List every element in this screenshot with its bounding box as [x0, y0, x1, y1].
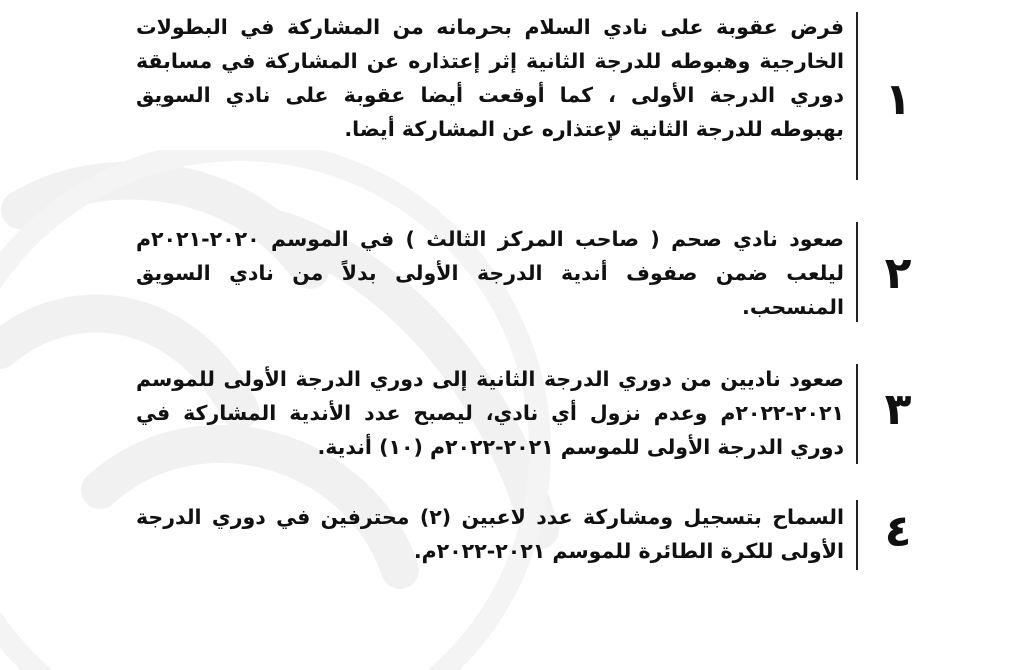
divider — [856, 364, 858, 464]
item-number: ٢ — [884, 248, 912, 299]
item-text: فرض عقوبة على نادي السلام بحرمانه من المشاركة في البطولات الخارجية وهبوطه للدرجة الثانية إثر إعتذاره عن المشاركة في مسابقة دوري الدرجة الأولى ، كما أوقعت أيضا عقوبة على نادي السويق بهبوطه للدرجة الثانية لإعتذاره عن المشاركة أيضا. — [136, 15, 844, 141]
item-number: ٣ — [884, 384, 912, 435]
divider — [856, 12, 858, 180]
item-text: السماح بتسجيل ومشاركة عدد لاعبين (٢) محترفين في دوري الدرجة الأولى للكرة الطائرة للموسم ٢٠٢١-٢٠٢٢م. — [136, 505, 844, 563]
item-text: صعود نادي صحم ( صاحب المركز الثالث ) في الموسم ٢٠٢٠-٢٠٢١م ليلعب ضمن صفوف أندية الدرجة الأولى بدلاً من نادي السويق المنسحب. — [136, 227, 844, 319]
divider — [856, 222, 858, 322]
item-number: ٤ — [884, 506, 912, 557]
divider — [856, 500, 858, 570]
item-number: ١ — [884, 74, 912, 125]
item-text: صعود ناديين من دوري الدرجة الثانية إلى دوري الدرجة الأولى للموسم ٢٠٢١-٢٠٢٢م وعدم نزول أي نادي، ليصبح عدد الأندية المشاركة في دوري الدرجة الأولى للموسم ٢٠٢١-٢٠٢٢م (١٠) أندية. — [136, 367, 844, 459]
